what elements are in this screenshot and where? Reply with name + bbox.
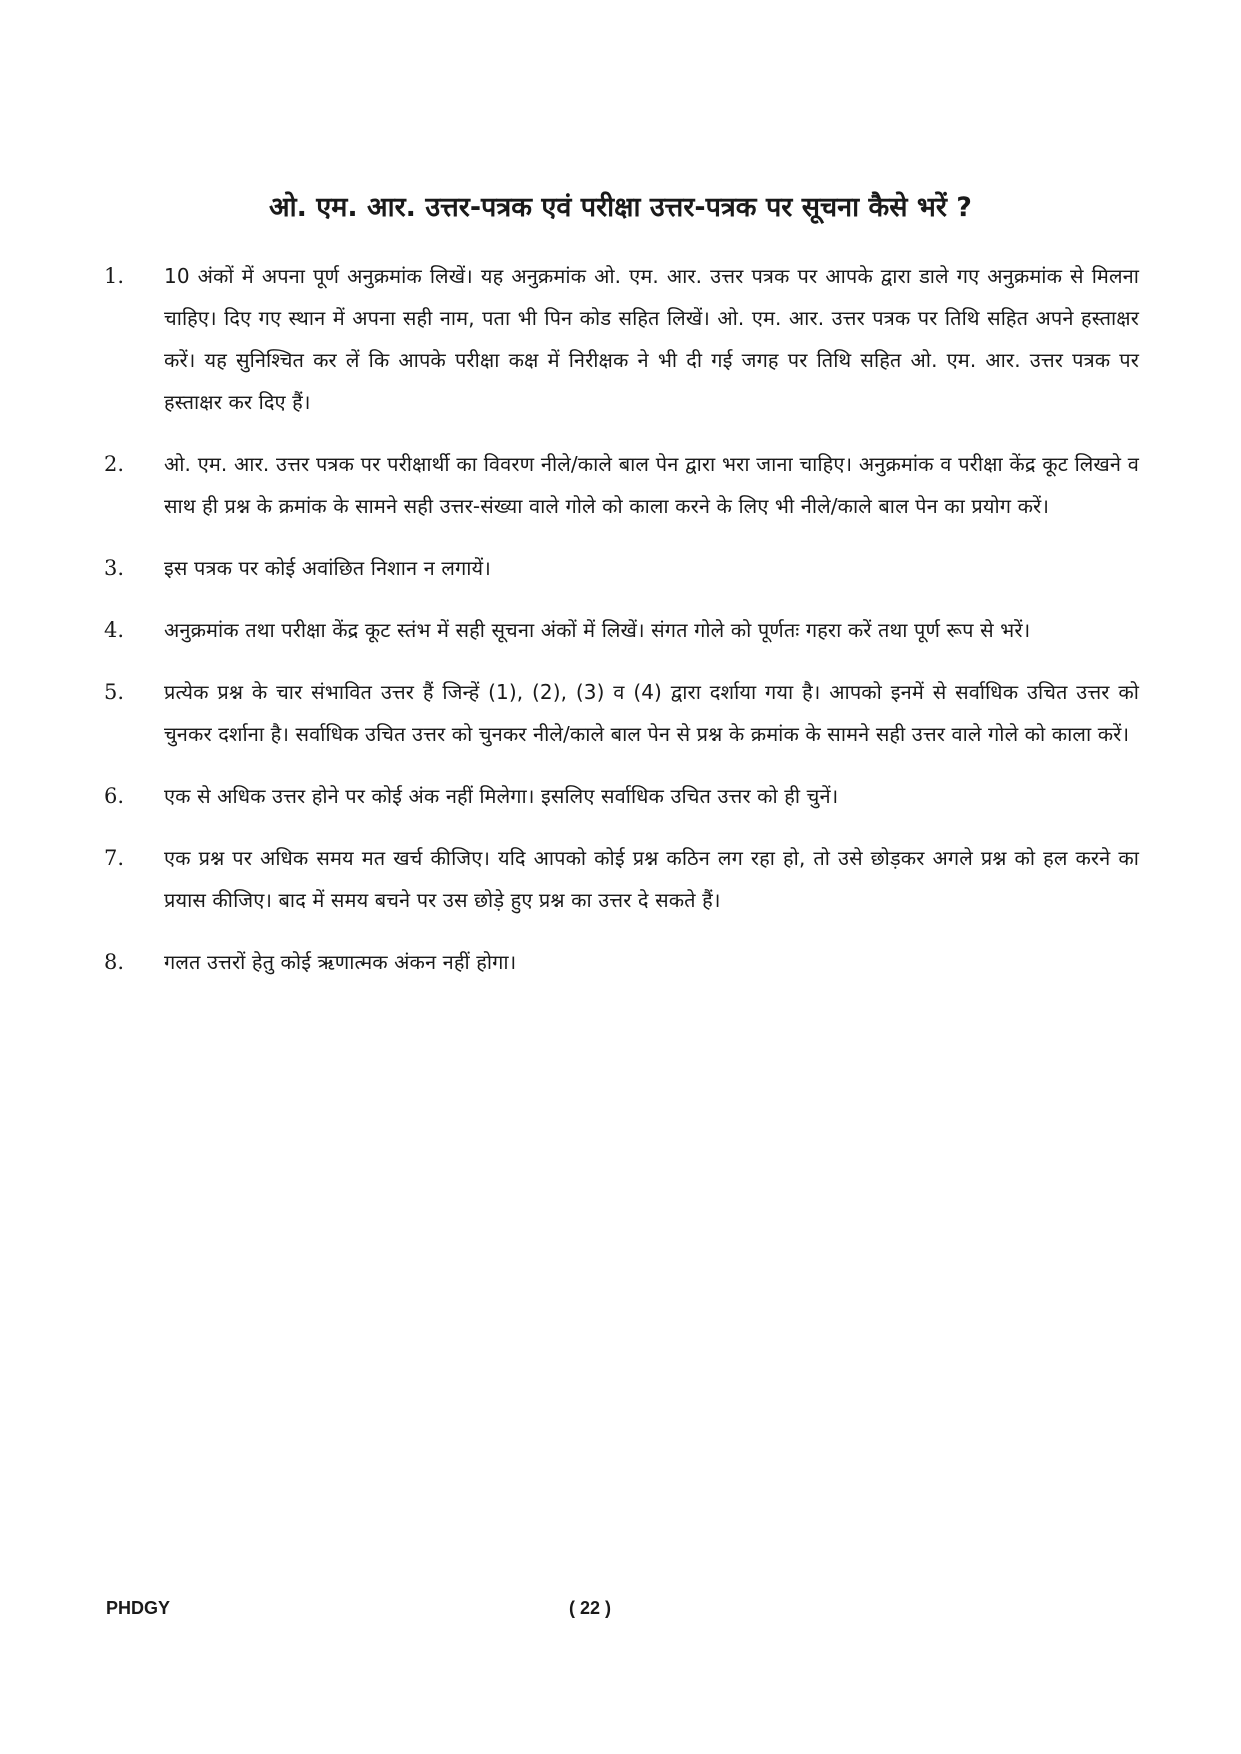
page-number: ( 22 ) [568, 1598, 611, 1618]
item-text: एक से अधिक उत्तर होने पर कोई अंक नहीं मिलेगा। इसलिए सर्वाधिक उचित उत्तर को ही चुनें। [164, 784, 839, 808]
list-item [104, 255, 1139, 423]
item-text: प्रत्येक प्रश्न के चार संभावित उत्तर हैं जिन्हें (1), (2), (3) व (4) द्वारा दर्शाया गया है। आपको इनमें से सर्वाधिक उचित उत्तर को चुनकर दर्शाना है। सर्वाधिक उचित उत्तर को चुनकर नीले/काले बाल पेन से प्रश्न के क्रमांक के सामने सही उत्तर वाले गोले को काला करें। [164, 680, 1139, 746]
item-text: एक प्रश्न पर अधिक समय मत खर्च कीजिए। यदि आपको कोई प्रश्न कठिन लग रहा हो, तो उसे छोड़कर अगले प्रश्न को हल करने का प्रयास कीजिए। बाद में समय बचने पर उस छोड़े हुए प्रश्न का उत्तर दे सकते हैं। [164, 846, 1139, 912]
item-number: 5. [104, 680, 125, 704]
item-text: 10 अंकों में अपना पूर्ण अनुक्रमांक लिखें। यह अनुक्रमांक ओ. एम. आर. उत्तर पत्रक पर आपके द्वारा डाले गए अनुक्रमांक से मिलना चाहिए। दिए गए स्थान में अपना सही नाम, पता भी पिन कोड सहित लिखें। ओ. एम. आर. उत्तर पत्रक पर तिथि सहित अपने हस्ताक्षर करें। यह सुनिश्चित कर लें कि आपके परीक्षा कक्ष में निरीक्षक ने भी दी गई जगह पर तिथि सहित ओ. एम. आर. उत्तर पत्रक पर हस्ताक्षर कर दिए हैं। [164, 264, 1139, 414]
list-item [104, 671, 1139, 755]
item-text: अनुक्रमांक तथा परीक्षा केंद्र कूट स्तंभ में सही सूचना अंकों में लिखें। संगत गोले को पूर्णतः गहरा करें तथा पूर्ण रूप से भरें। [164, 618, 1031, 642]
item-number: 6. [104, 784, 125, 808]
instruction-list [104, 255, 1139, 1003]
item-number: 1. [104, 264, 125, 288]
page-title: ओ. एम. आर. उत्तर-पत्रक एवं परीक्षा उत्तर-पत्रक पर सूचना कैसे भरें ? [269, 192, 972, 223]
item-number: 7. [104, 846, 125, 870]
list-item [104, 837, 1139, 921]
list-item [104, 775, 1139, 817]
footer-code: PHDGY [106, 1598, 171, 1618]
list-item [104, 941, 1139, 983]
item-text: इस पत्रक पर कोई अवांछित निशान न लगायें। [164, 556, 491, 580]
list-item [104, 443, 1139, 527]
item-number: 4. [104, 618, 125, 642]
item-text: गलत उत्तरों हेतु कोई ऋणात्मक अंकन नहीं होगा। [164, 950, 517, 974]
item-number: 8. [104, 950, 125, 974]
item-number: 2. [104, 452, 125, 476]
list-item [104, 609, 1139, 651]
list-item [104, 547, 1139, 589]
item-text: ओ. एम. आर. उत्तर पत्रक पर परीक्षार्थी का विवरण नीले/काले बाल पेन द्वारा भरा जाना चाहिए। अनुक्रमांक व परीक्षा केंद्र कूट लिखने व साथ ही प्रश्न के क्रमांक के सामने सही उत्तर-संख्या वाले गोले को काला करने के लिए भी नीले/काले बाल पेन का प्रयोग करें। [164, 452, 1139, 518]
item-number: 3. [104, 556, 125, 580]
